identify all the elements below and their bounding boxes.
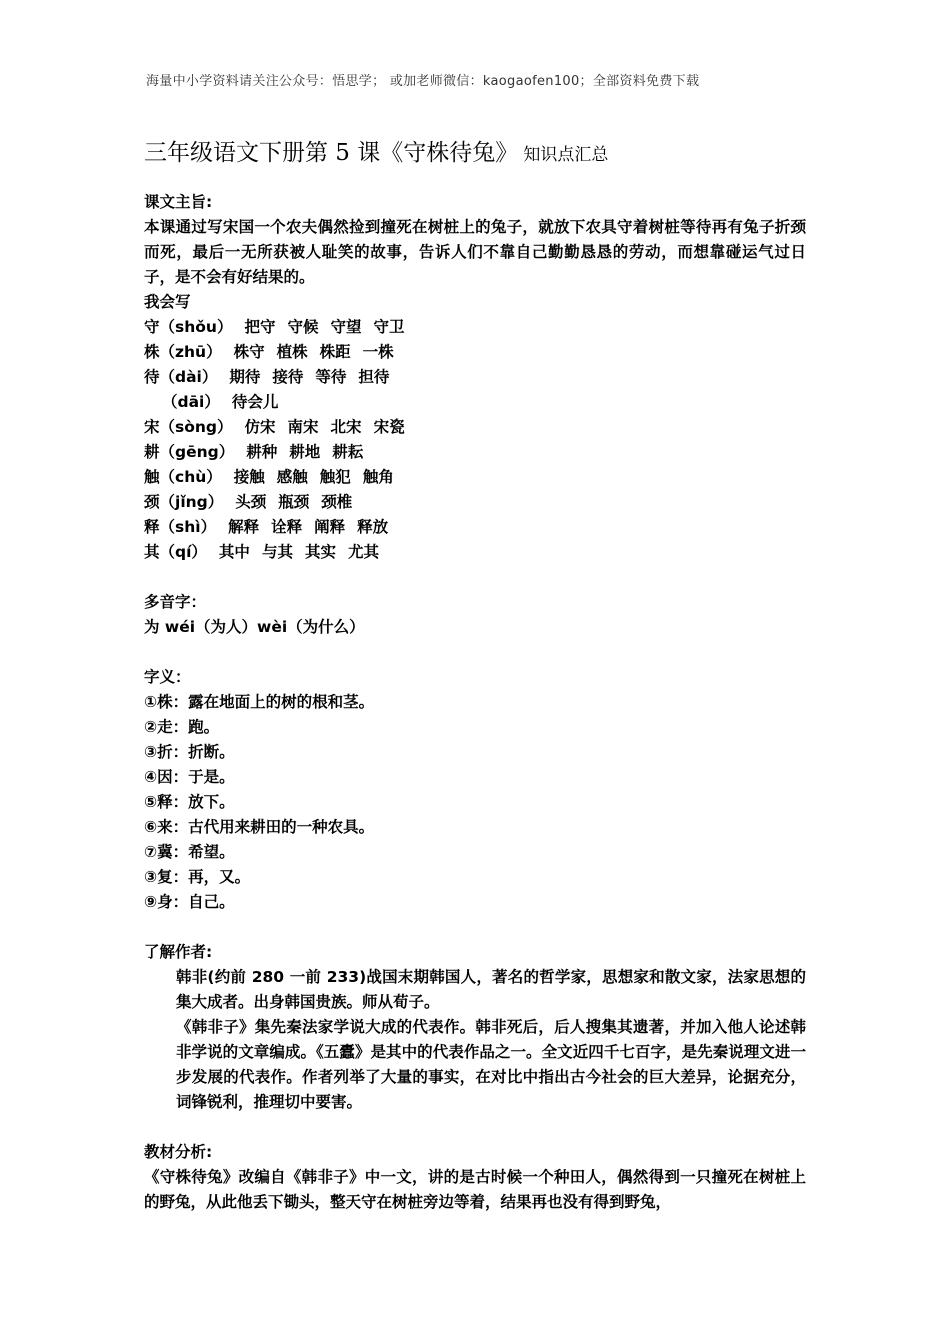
write-row: 触（chù） 接触 感触 触犯 触角 xyxy=(144,468,394,486)
section-heading-analysis: 教材分析: xyxy=(144,1143,213,1161)
section-heading-meaning: 字义： xyxy=(144,668,191,686)
section-heading-polyphone: 多音字： xyxy=(144,593,207,611)
spacer xyxy=(144,1115,806,1140)
meaning-item: ④因：于是。 xyxy=(144,768,235,786)
author-paragraph-1: 韩非(约前 280 一前 233)战国末期韩国人，著名的哲学家，思想家和散文家，法家思想的集大成者。出身韩国贵族。师从荀子。 xyxy=(176,968,806,1011)
meaning-item: ⑥来：古代用来耕田的一种农具。 xyxy=(144,818,375,836)
write-row: 守（shǒu） 把守 守候 守望 守卫 xyxy=(144,318,405,336)
write-row: 其（qí） 其中 与其 其实 尤其 xyxy=(144,543,379,561)
document-body xyxy=(144,190,806,1215)
page-title xyxy=(144,134,608,167)
spacer xyxy=(144,565,806,590)
write-row: 宋（sòng） 仿宋 南宋 北宋 宋瓷 xyxy=(144,418,405,436)
write-row: （dāi） 待会儿 xyxy=(162,393,279,411)
spacer xyxy=(144,915,806,940)
page-header-note: 海量中小学资料请关注公众号：悟思学； 或加老师微信：kaogaofen100；全部资料免费下载 xyxy=(146,74,700,89)
meaning-item: ⑤释：放下。 xyxy=(144,793,235,811)
write-row: 待（dài） 期待 接待 等待 担待 xyxy=(144,368,390,386)
author-paragraph-2: 《韩非子》集先秦法家学说大成的代表作。韩非死后，后人搜集其遗著，并加入他人论述韩非学说的文章编成。《五蠹》是其中的代表作品之一。全文近四千七百字，是先秦说理文进一步发展的代表作。作者列举了大量的事实，在对比中指出古今社会的巨大差异，论据充分，词锋锐利，推理切中要害。 xyxy=(176,1018,806,1111)
meaning-item: ⑦冀：希望。 xyxy=(144,843,235,861)
write-list xyxy=(144,315,806,565)
write-row: 耕（gēng） 耕种 耕地 耕耘 xyxy=(144,443,364,461)
section-heading-theme: 课文主旨: xyxy=(144,193,213,211)
section-heading-author: 了解作者: xyxy=(144,943,213,961)
write-row: 株（zhū） 株守 植株 株距 一株 xyxy=(144,343,394,361)
title-main: 三年级语文下册第 5 课《守株待兔》 xyxy=(144,140,519,166)
meaning-item: ③复：再，又。 xyxy=(144,868,251,886)
title-sub: 知识点汇总 xyxy=(523,145,609,165)
meaning-item: ⑨身：自己。 xyxy=(144,893,235,911)
polyphone-text: 为 wéi（为人）wèi（为什么） xyxy=(144,618,365,636)
meaning-item: ③折：折断。 xyxy=(144,743,235,761)
section-heading-write: 我会写 xyxy=(144,293,191,311)
meaning-item: ②走：跑。 xyxy=(144,718,220,736)
theme-text: 本课通过写宋国一个农夫偶然捡到撞死在树桩上的兔子，就放下农具守着树桩等待再有兔子折颈而死，最后一无所获被人耻笑的故事，告诉人们不靠自己勤勤恳恳的劳动，而想靠碰运气过日子，是不会有好结果的。 xyxy=(144,218,806,286)
write-row: 释（shì） 解释 诠释 阐释 释放 xyxy=(144,518,389,536)
meaning-item: ①株：露在地面上的树的根和茎。 xyxy=(144,693,375,711)
spacer xyxy=(144,640,806,665)
analysis-text: 《守株待兔》改编自《韩非子》中一文，讲的是古时候一个种田人，偶然得到一只撞死在树桩上的野兔，从此他丢下锄头，整天守在树桩旁边等着，结果再也没有得到野兔， xyxy=(144,1168,806,1211)
write-row: 颈（jǐng） 头颈 瓶颈 颈椎 xyxy=(144,493,353,511)
